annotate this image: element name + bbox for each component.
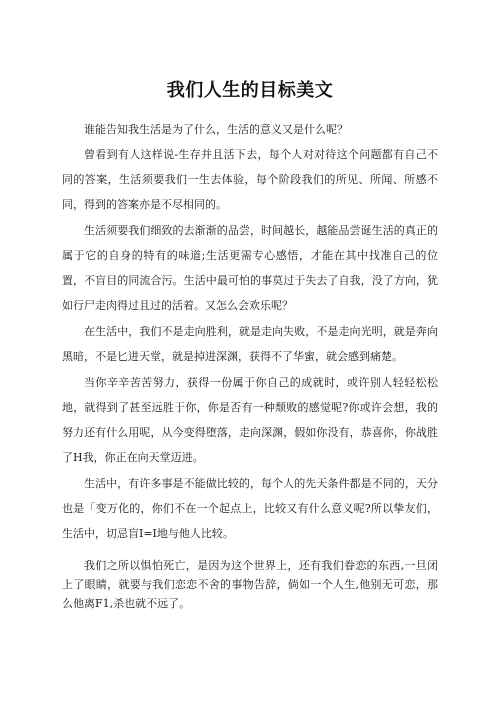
paragraph-3: 生活须要我们细致的去渐渐的品尝，时间越长，越能品尝诞生活的真正的属于它的自身的特有的味道;生活更需专心感悟，才能在其中找准自己的位置，不盲目的同流合污。生活中最可怕的事莫过于失去了自我，没了方向，犹如行尸走肉得过且过的活着。又怎么会欢乐呢？ [62,224,438,312]
paragraph-4: 在生活中，我们不是走向胜利，就是走向失败，不是走向光明，就是奔向黑暗，不是匕进天堂，就是掉进深渊，获得不了华蜜，就会感到痛楚。 [62,325,438,363]
paragraph-6: 生活中，有许多事是不能做比较的，每个人的先天条件都是不同的，天分也是「变万化的，你们不在一个起点上，比较又有什么意义呢?所以挚友们，生活中，切忌盲I=I地与他人比较。 [62,477,438,540]
paragraph-2: 曾看到有人这样说-生存并且活下去，每个人对对待这个问题都有自己不同的答案，生活须要我们一生去体验，每个阶段我们的所见、所闻、所感不同，得到的答案亦是不尽相同的。 [62,148,438,211]
paragraph-7: 我们之所以惧怕死亡，是因为这个世界上，还有我们眷恋的东西,一旦闭上了眼睛，就要与我们恋恋不舍的事物告辞，倘如一个人生,他别无可恋，那么他离F1,杀也就不远了。 [62,559,438,610]
paragraph-5: 当你辛辛苦苦努力，获得一份属于你自己的成就时，或许别人轻轻松松地，就得到了甚至远胜于你，你是否有一种颓败的感觉呢?你或许会想，我的努力还有什么用呢，从今变得堕落，走向深渊，假如你没有，恭喜你，你战胜了H我，你正在向天堂迈进。 [62,376,438,464]
paragraph-1: 谁能告知我生活是为了什么，生活的意义又是什么呢？ [84,123,348,136]
document-title: 我们人生的目标美文 [166,80,334,101]
